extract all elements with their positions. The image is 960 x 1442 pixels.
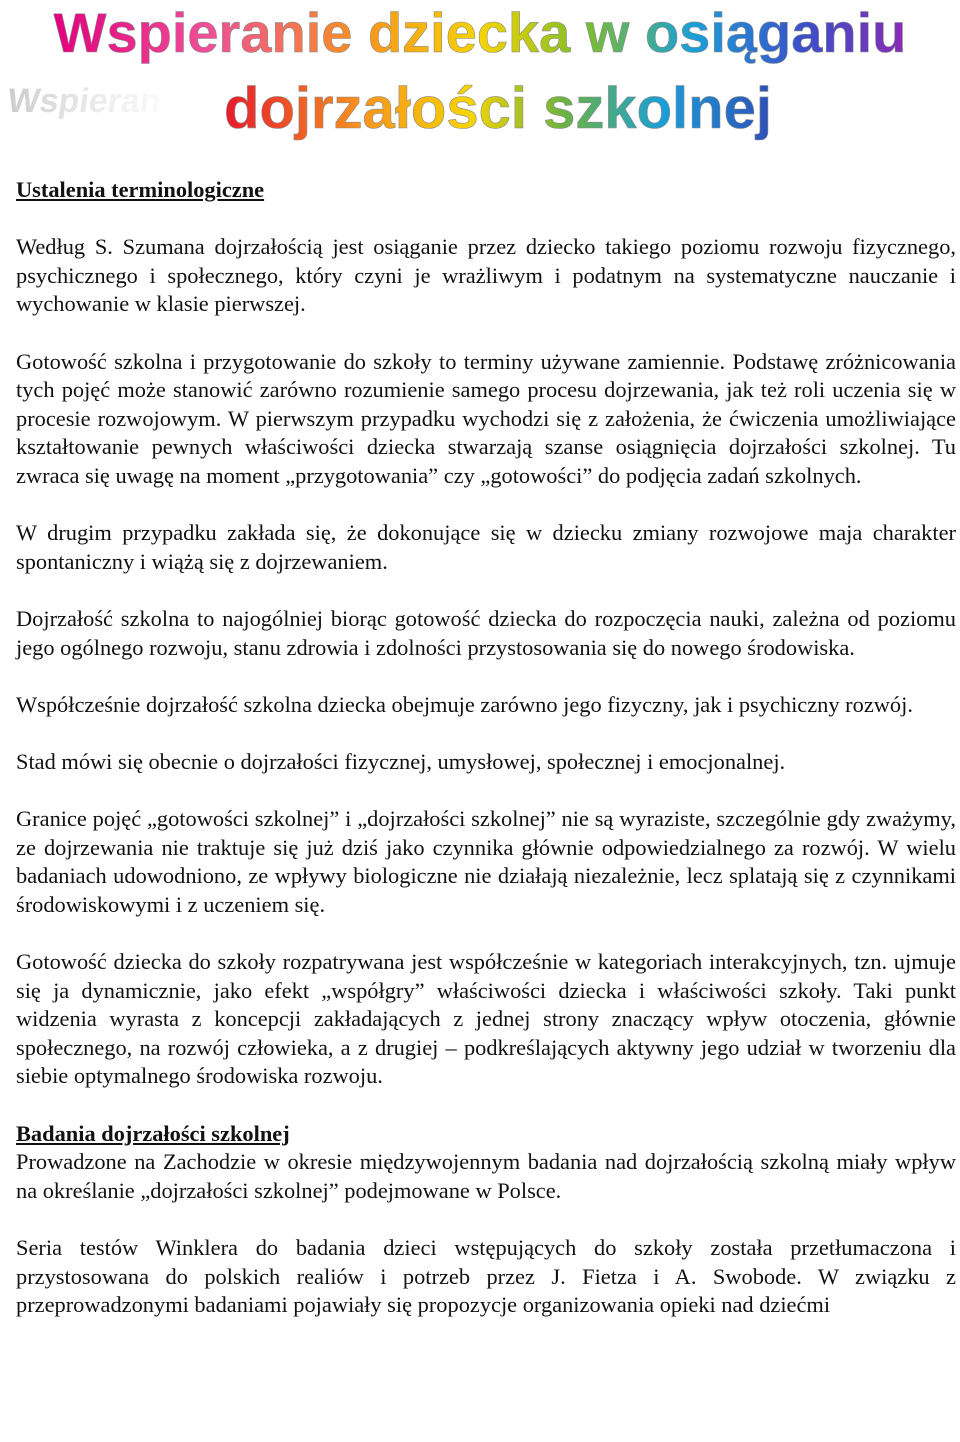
title-wordart [0, 0, 960, 150]
banner-line-2: dojrzałości szkolnej [224, 76, 772, 141]
paragraph-concept-boundaries: Granice pojęć „gotowości szkolnej” i „dojrzałości szkolnej” nie są wyraziste, szczególnie gdy zważymy, ze dojrzewania nie traktuje się już dziś jako czynnika głównie odpowiedzialnego za rozwój. W wielu badaniach udowodniono, ze wpływy biologiczne nie działają niezależnie, lecz splatają się z czynnikami środowiskowymi i z uczeniem się. [16, 806, 956, 917]
paragraph-interactive-readiness: Gotowość dziecka do szkoły rozpatrywana jest współcześnie w kategoriach interakcyjnych, tzn. ujmuje się ja dynamicznie, jako efekt „współgry” właściwości dziecka i właściwości szkoły. Taki punkt widzenia wyrasta z koncepcji zakładających z jednej strony znaczący wpływ otoczenia, głównie społecznego, na rozwój człowieka, a z drugiej – podkreślających aktywny jego udział w tworzeniu dla siebie optymalnego środowiska rozwoju. [16, 949, 956, 1089]
paragraph-szuman-definition: Według S. Szumana dojrzałością jest osiąganie przez dziecko takiego poziomu rozwoju fizycznego, psychicznego i społecznego, który czyni je wrażliwym i podatnym na systematyczne nauczanie i wychowanie w klasie pierwszej. [16, 234, 956, 317]
document-body [16, 176, 956, 1320]
paragraph-second-case [16, 519, 956, 576]
paragraph-winkler-tests: Seria testów Winklera do badania dzieci wstępujących do szkoły została przetłumaczona i przystosowana do polskich realiów i potrzeb przez J. Fietza i A. Swobode. W związku z przeprowadzonymi badaniami pojawiały się propozycje organizowania opieki nad dziećmi [16, 1234, 956, 1318]
section-heading-terminology: Ustalenia terminologiczne [16, 177, 265, 202]
paragraph-interwar-research: Prowadzone na Zachodzie w okresie międzywojennym badania nad dojrzałością szkolną miały wpływ na określanie „dojrzałości szkolnej” podejmowane w Polsce. [16, 1149, 956, 1203]
banner-line-1: Wspieranie dziecka w osiąganiu [53, 1, 907, 64]
paragraph-readiness-terms: Gotowość szkolna i przygotowanie do szkoły to terminy używane zamiennie. Podstawę zróżnicowania tych pojęć może stanowić zarówno rozumienie samego procesu dojrzewania, jak też roli uczenia się w procesie rozwojowym. W pierwszym przypadku wychodzi się z założenia, że ćwiczenia umożliwiające kształtowanie pewnych właściwości dziecka stwarzają szanse osiągnięcia dojrzałości szkolnej. Tu zwraca się uwagę na moment „przygotowania” czy „gotowości” do podjęcia zadań szkolnych. [16, 348, 956, 488]
paragraph-contemporary-maturity: Współcześnie dojrzałość szkolna dziecka obejmuje zarówno jego fizyczny, jak i psychiczny rozwój. [16, 691, 913, 717]
banner-shadow-text: Wspieran [5, 82, 164, 120]
paragraph-maturity-types: Stad mówi się obecnie o dojrzałości fizycznej, umysłowej, społecznej i emocjonalnej. [16, 748, 786, 774]
section-heading-research: Badania dojrzałości szkolnej [16, 1120, 290, 1146]
paragraph-second-case-line-1: W drugim przypadku zakłada się, że dokonujące się w dziecku zmiany rozwojowe maja charakter [16, 520, 956, 546]
title-banner [0, 0, 960, 150]
paragraph-maturity-definition: Dojrzałość szkolna to najogólniej biorąc gotowość dziecka do rozpoczęcia nauki, zależna od poziomu jego ogólnego rozwoju, stanu zdrowia i zdolności przystosowania się do nowego środowiska. [16, 605, 956, 660]
paragraph-second-case-line-2: spontaniczny i wiążą się z dojrzewaniem. [16, 548, 388, 574]
